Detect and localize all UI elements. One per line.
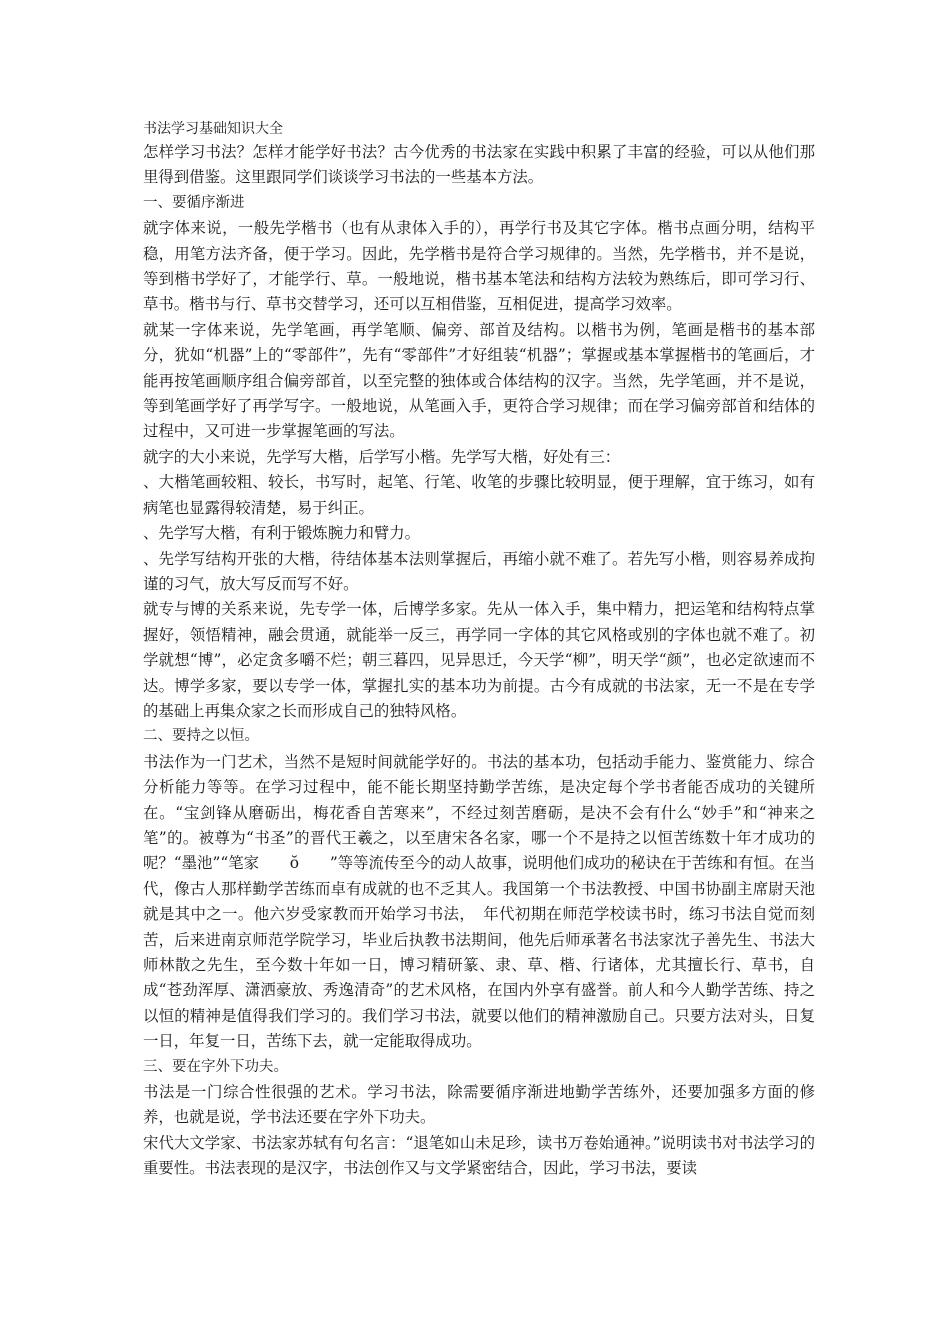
list-item: 、大楷笔画较粗、较长，书写时，起笔、行笔、收笔的步骤比较明显，便于理解，宜于练习，如有病笔也显露得较清楚，易于纠正。	[143, 473, 815, 517]
section-heading-2: 二、要持之以恒。	[143, 728, 259, 745]
body-paragraph: 书法作为一门艺术，当然不是短时间就能学好的。书法的基本功，包括动手能力、鉴赏能力、综合分析能力等等。在学习过程中，能不能长期坚持勤学苦练，是决定每个学书者能否成功的关键所在。“宝剑锋从磨砺出，梅花香自苦寒来”，不经过刻苦磨砺，是决不会有什么“妙手”和“神来之笔”的。被尊为“书圣”的晋代王羲之，以至唐宋各名家，哪一个不是持之以恒苦练数十年才成功的呢？“墨池”“笔家 ŏ ”等等流传至今的动人故事，说明他们成功的秘诀在于苦练和有恒。在当代，像古人那样勤学苦练而卓有成就的也不乏其人。我国第一个书法教授、中国书协副主席尉天池就是其中之一。他六岁受家教而开始学习书法， 年代初期在师范学校读书时，练习书法自觉而刻苦，后来进南京师范学院学习，毕业后执教书法期间，他先后师承著名书法家沈子善先生、书法大师林散之先生，至今数十年如一日，博习精研篆、隶、草、楷、行诸体，尤其擅长行、草书，自成“苍劲浑厚、潇洒豪放、秀逸清奇”的艺术风格，在国内外享有盛誉。前人和今人勤学苦练、持之以恒的精神是值得我们学习的。我们学习书法，就要以他们的精神激励自己。只要方法对头，日复一日，年复一日，苦练下去，就一定能取得成功。	[143, 752, 815, 1051]
body-paragraph: 就专与博的关系来说，先专学一体，后博学多家。先从一体入手，集中精力，把运笔和结构特点掌握好，领悟精神，融会贯通，就能举一反三，再学同一字体的其它风格或别的字体也就不难了。初学就想“博”，必定贪多嚼不烂；朝三暮四，见异思迁，今天学“柳”，明天学“颜”，也必定欲速而不达。博学多家，要以专学一体，掌握扎实的基本功为前提。古今有成就的书法家，无一不是在专学的基础上再集众家之长而形成自己的独特风格。	[143, 600, 815, 720]
intro-paragraph: 怎样学习书法？怎样才能学好书法？古今优秀的书法家在实践中积累了丰富的经验，可以从他们那里得到借鉴。这里跟同学们谈谈学习书法的一些基本方法。	[143, 143, 815, 187]
list-item: 、先学写结构开张的大楷，待结体基本法则掌握后，再缩小就不难了。若先写小楷，则容易养成拘谨的习气，放大写反而写不好。	[143, 549, 815, 593]
section-heading-3: 三、要在字外下功夫。	[143, 1058, 288, 1075]
body-paragraph: 书法是一门综合性很强的艺术。学习书法，除需要循序渐进地勤学苦练外，还要加强多方面的修养，也就是说，学书法还要在字外下功夫。	[143, 1083, 815, 1127]
body-paragraph: 就字的大小来说，先学写大楷，后学写小楷。先学写大楷，好处有三：	[143, 447, 621, 466]
section-heading-1: 一、要循序渐进	[143, 194, 245, 211]
document-body	[143, 118, 815, 1182]
document-title: 书法学习基础知识大全	[143, 121, 283, 137]
list-item: 、先学写大楷，有利于锻炼腕力和臂力。	[143, 524, 421, 543]
body-paragraph: 宋代大文学家、书法家苏轼有句名言：“退笔如山未足珍，读书万卷始通神。”说明读书对书法学习的重要性。书法表现的是汉字，书法创作又与文学紧密结合，因此，学习书法，要读	[143, 1133, 815, 1178]
body-paragraph: 就字体来说，一般先学楷书（也有从隶体入手的），再学行书及其它字体。楷书点画分明，结构平稳，用笔方法齐备，便于学习。因此，先学楷书是符合学习规律的。当然，先学楷书，并不是说，等到楷书学好了，才能学行、草。一般地说，楷书基本笔法和结构方法较为熟练后，即可学习行、草书。楷书与行、草书交替学习，还可以互相借鉴，互相促进，提高学习效率。	[143, 219, 815, 314]
body-paragraph: 就某一字体来说，先学笔画，再学笔顺、偏旁、部首及结构。以楷书为例，笔画是楷书的基本部分，犹如“机器”上的“零部件”，先有“零部件”才好组装“机器”；掌握或基本掌握楷书的笔画后，才能再按笔画顺序组合偏旁部首，以至完整的独体或合体结构的汉字。当然，先学笔画，并不是说，等到笔画学好了再学写字。一般地说，从笔画入手，更符合学习规律；而在学习偏旁部首和结体的过程中，又可进一步掌握笔画的写法。	[143, 320, 815, 441]
